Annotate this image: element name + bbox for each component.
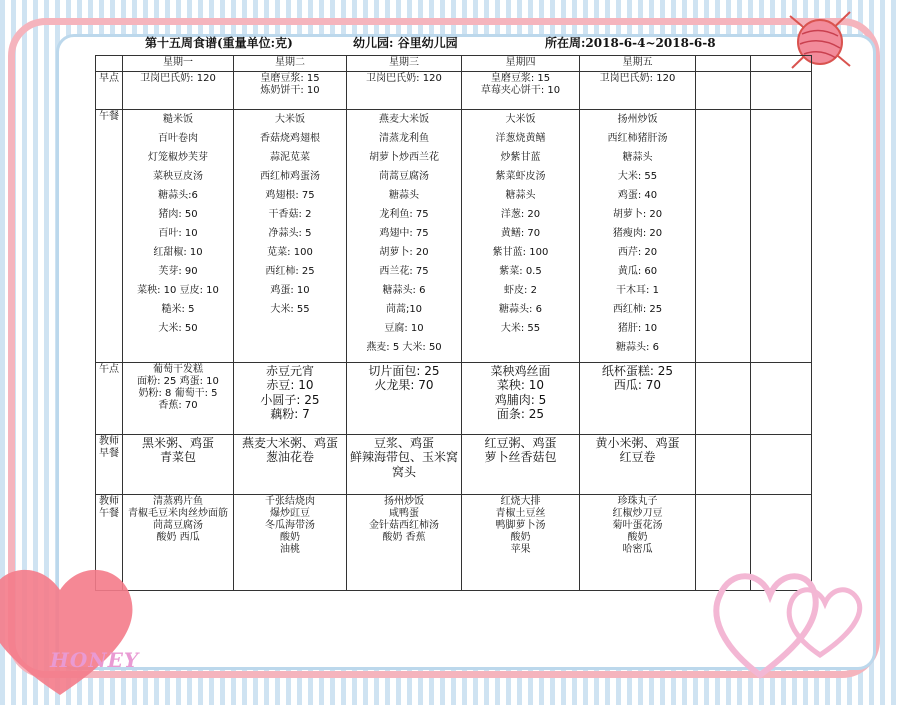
menu-line: 扬州炒饭 <box>617 114 658 125</box>
teacher-lunch-cell <box>580 495 696 591</box>
menu-line: 切片面包: 25 <box>368 364 440 378</box>
menu-line: 红豆粥、鸡蛋 <box>484 436 557 450</box>
row-label-teacher-breakfast: 教师早餐 <box>96 435 123 495</box>
menu-line: 西红柿: 25 <box>265 266 315 277</box>
day-header: 星期三 <box>347 56 462 72</box>
menu-line: 西兰花: 75 <box>379 266 429 277</box>
menu-line: 糖蒜头 <box>622 152 653 163</box>
menu-line: 金针菇西红柿汤 <box>369 520 439 531</box>
menu-line: 菜秧: 10 豆皮: 10 <box>137 285 219 296</box>
menu-line: 菊叶蛋花汤 <box>612 520 663 531</box>
menu-line: 香菇烧鸡翅根 <box>260 133 320 144</box>
menu-line: 卫岗巴氏奶: 120 <box>140 73 216 84</box>
menu-line: 胡萝卜: 20 <box>612 209 663 220</box>
menu-line: 黄小米粥、鸡蛋 <box>595 436 680 450</box>
breakfast-cell <box>347 72 462 110</box>
teacher-lunch-cell <box>462 495 580 591</box>
menu-line: 爆炒豇豆 <box>270 508 310 519</box>
menu-line: 千张结烧肉 <box>265 496 315 507</box>
lunch-row <box>96 110 812 363</box>
row-label-snack: 午点 <box>96 363 123 435</box>
menu-line: 西红柿: 25 <box>612 304 663 315</box>
menu-line: 酸奶 香蕉 <box>382 532 426 543</box>
teacher-breakfast-row <box>96 435 812 495</box>
menu-line: 黑米粥、鸡蛋 <box>141 436 214 450</box>
menu-line: 燕麦大米粥、鸡蛋 <box>241 436 338 450</box>
day-header: 星期二 <box>234 56 347 72</box>
teacher-lunch-cell <box>234 495 347 591</box>
menu-line: 香蕉: 70 <box>158 400 198 411</box>
menu-line: 红甜椒: 10 <box>153 247 203 258</box>
menu-line: 干木耳: 1 <box>616 285 659 296</box>
menu-line: 西芹: 20 <box>617 247 658 258</box>
teacher-lunch-cell <box>347 495 462 591</box>
menu-line: 炼奶饼干: 10 <box>260 85 320 96</box>
menu-line: 小圆子: 25 <box>260 392 320 407</box>
snack-row <box>96 363 812 435</box>
menu-line: 百叶: 10 <box>158 228 198 239</box>
menu-line: 鸡脯肉: 5 <box>494 392 547 407</box>
weekly-menu-table <box>95 55 812 591</box>
menu-line: 面条: 25 <box>496 407 545 422</box>
menu-line: 糖蒜头: 6 <box>382 285 426 296</box>
menu-line: 糖蒜头 <box>505 190 536 201</box>
menu-line: 赤豆元宵 <box>265 364 314 378</box>
menu-line: 冬瓜海带汤 <box>265 520 315 531</box>
menu-line: 酸奶 西瓜 <box>156 532 200 543</box>
lunch-cell <box>123 110 234 363</box>
lunch-cell <box>234 110 347 363</box>
menu-line: 胡萝卜: 20 <box>379 247 429 258</box>
menu-line: 茼蒿;10 <box>385 304 423 315</box>
menu-line: 糙米饭 <box>163 114 193 125</box>
menu-line: 酸奶 <box>280 532 300 543</box>
day-header: 星期五 <box>580 56 696 72</box>
menu-line: 糖蒜头 <box>389 190 419 201</box>
menu-line: 青椒毛豆米肉丝炒面筋 <box>128 508 228 519</box>
menu-line: 洋葱: 20 <box>500 209 541 220</box>
menu-line: 豆浆、鸡蛋 <box>373 436 434 450</box>
menu-line: 酸奶 <box>627 532 648 543</box>
menu-line: 西瓜: 70 <box>613 378 662 393</box>
menu-line: 燕麦: 5 大米: 50 <box>366 342 442 353</box>
snack-cell <box>347 363 462 435</box>
menu-line: 大米: 55 <box>617 171 658 182</box>
menu-line: 芙芽: 90 <box>158 266 198 277</box>
snack-cell <box>580 363 696 435</box>
breakfast-cell <box>234 72 347 110</box>
menu-line: 糙米: 5 <box>161 304 195 315</box>
menu-line: 菜秧豆皮汤 <box>153 171 203 182</box>
menu-header <box>140 34 720 52</box>
menu-line: 大米: 55 <box>270 304 310 315</box>
menu-line: 西红柿鸡蛋汤 <box>260 171 320 182</box>
menu-line: 咸鸭蛋 <box>389 508 419 519</box>
menu-line: 灯笼椒炒芙芽 <box>148 152 208 163</box>
menu-line: 纸杯蛋糕: 25 <box>601 364 674 378</box>
menu-line: 虾皮: 2 <box>504 285 537 296</box>
row-label-breakfast: 早点 <box>96 72 123 110</box>
lunch-cell <box>347 110 462 363</box>
menu-line: 鸭脚萝卜汤 <box>495 520 546 531</box>
menu-line: 清蒸鸦片鱼 <box>153 496 203 507</box>
menu-line: 茼蒿豆腐汤 <box>153 520 203 531</box>
menu-line: 糖蒜头: 6 <box>616 342 659 353</box>
menu-line: 赤豆: 10 <box>266 378 314 393</box>
menu-line: 大米: 50 <box>158 323 198 334</box>
snack-cell <box>462 363 580 435</box>
menu-line: 鸡蛋: 40 <box>617 190 658 201</box>
menu-line: 紫菜虾皮汤 <box>495 171 546 182</box>
teacher-breakfast-cell <box>347 435 462 495</box>
menu-line: 苋菜: 100 <box>267 247 313 258</box>
menu-line: 卫岗巴氏奶: 120 <box>366 73 442 84</box>
lunch-cell <box>462 110 580 363</box>
menu-line: 火龙果: 70 <box>374 378 434 393</box>
menu-line: 猪肝: 10 <box>617 323 658 334</box>
menu-line: 奶粉: 8 葡萄干: 5 <box>138 388 218 399</box>
menu-line: 菜秧: 10 <box>496 378 545 393</box>
row-label-lunch: 午餐 <box>96 110 123 363</box>
breakfast-cell <box>462 72 580 110</box>
menu-line: 豆腐: 10 <box>384 323 424 334</box>
menu-line: 鲜辣海带包、玉米窝窝头 <box>349 450 458 479</box>
menu-line: 皇磨豆浆: 15 <box>490 73 551 84</box>
menu-line: 鸡翅中: 75 <box>379 228 429 239</box>
snack-cell <box>123 363 234 435</box>
menu-line: 草莓夹心饼干: 10 <box>480 85 561 96</box>
menu-line: 珍珠丸子 <box>617 496 658 507</box>
menu-line: 扬州炒饭 <box>384 496 424 507</box>
menu-line: 红豆卷 <box>619 450 656 465</box>
teacher-breakfast-cell <box>462 435 580 495</box>
menu-line: 干香菇: 2 <box>268 209 312 220</box>
menu-line: 萝卜丝香菇包 <box>484 450 557 465</box>
menu-line: 黄瓜: 60 <box>617 266 658 277</box>
menu-line: 黄鳝: 70 <box>500 228 541 239</box>
heart-decoration-icon <box>0 545 140 705</box>
menu-line: 苹果 <box>510 544 531 555</box>
menu-line: 大米饭 <box>505 114 536 125</box>
menu-line: 藕粉: 7 <box>270 407 310 422</box>
menu-line: 鸡蛋: 10 <box>270 285 310 296</box>
teacher-breakfast-cell <box>123 435 234 495</box>
menu-line: 红烧大排 <box>500 496 541 507</box>
day-header: 星期四 <box>462 56 580 72</box>
menu-line: 紫甘蓝: 100 <box>492 247 549 258</box>
menu-line: 猪肉: 50 <box>158 209 198 220</box>
menu-line: 青菜包 <box>159 450 196 465</box>
teacher-breakfast-cell <box>234 435 347 495</box>
corner-cell <box>96 56 123 72</box>
menu-line: 卫岗巴氏奶: 120 <box>599 73 676 84</box>
menu-line: 大米: 55 <box>500 323 541 334</box>
menu-line: 红椒炒刀豆 <box>612 508 663 519</box>
menu-line: 茼蒿豆腐汤 <box>379 171 429 182</box>
menu-line: 葱油花卷 <box>265 450 314 465</box>
row-label-teacher-lunch: 教师午餐 <box>96 495 123 591</box>
menu-line: 糖蒜头: 6 <box>499 304 542 315</box>
menu-line: 燕麦大米饭 <box>379 114 429 125</box>
menu-line: 酸奶 <box>510 532 531 543</box>
day-header-row <box>96 56 812 72</box>
breakfast-cell <box>123 72 234 110</box>
menu-line: 葡萄干发糕 <box>153 364 203 375</box>
menu-line: 大米饭 <box>275 114 305 125</box>
menu-line: 皇磨豆浆: 15 <box>260 73 320 84</box>
menu-line: 紫菜: 0.5 <box>499 266 542 277</box>
menu-line: 猪瘦肉: 20 <box>612 228 663 239</box>
menu-line: 面粉: 25 鸡蛋: 10 <box>137 376 219 387</box>
menu-line: 青椒土豆丝 <box>495 508 546 519</box>
menu-line: 胡萝卜炒西兰花 <box>369 152 439 163</box>
menu-title: 第十五周食谱(重量单位:克) <box>145 36 293 50</box>
honey-logo: HONEY <box>50 648 140 672</box>
teacher-breakfast-cell <box>580 435 696 495</box>
week-range: 所在周:2018-6-4~2018-6-8 <box>545 36 716 50</box>
menu-line: 百叶卷肉 <box>158 133 198 144</box>
menu-line: 炒紫甘蓝 <box>500 152 541 163</box>
menu-line: 龙利鱼: 75 <box>379 209 429 220</box>
breakfast-cell <box>580 72 696 110</box>
menu-line: 净蒜头: 5 <box>268 228 312 239</box>
menu-line: 鸡翅根: 75 <box>265 190 315 201</box>
menu-line: 蒜泥苋菜 <box>270 152 310 163</box>
snack-cell <box>234 363 347 435</box>
lunch-cell <box>580 110 696 363</box>
school-name: 幼儿园: 谷里幼儿园 <box>353 36 458 50</box>
menu-line: 哈密瓜 <box>622 544 653 555</box>
heart-outline-decoration-icon <box>700 535 890 685</box>
menu-line: 洋葱烧黄鳝 <box>495 133 546 144</box>
menu-line: 菜秧鸡丝面 <box>490 364 551 378</box>
menu-line: 西红柿猪肝汤 <box>607 133 668 144</box>
menu-line: 清蒸龙利鱼 <box>379 133 429 144</box>
menu-line: 油桃 <box>280 544 300 555</box>
day-header: 星期一 <box>123 56 234 72</box>
menu-line: 糖蒜头:6 <box>158 190 198 201</box>
breakfast-row <box>96 72 812 110</box>
